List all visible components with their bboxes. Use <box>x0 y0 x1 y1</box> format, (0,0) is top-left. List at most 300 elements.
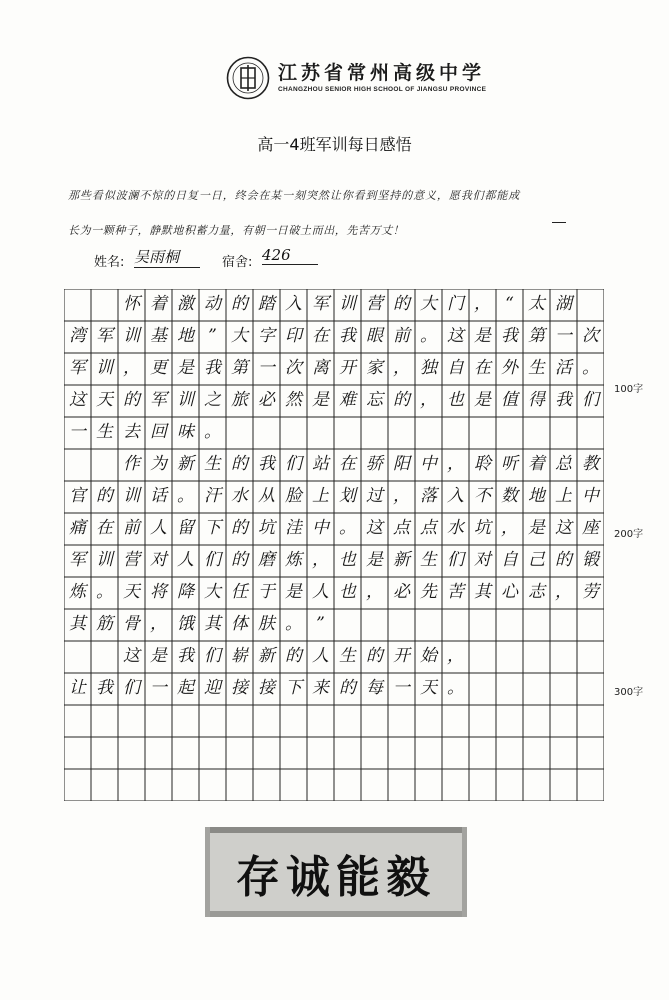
grid-cell: 我 <box>339 326 356 346</box>
grid-cell: 在 <box>96 518 113 538</box>
grid-cell: 们 <box>285 454 302 474</box>
grid-cell: 肤 <box>258 614 275 634</box>
grid-cell <box>442 417 469 449</box>
grid-cell: 一 <box>150 678 167 698</box>
grid-cell: 太 <box>528 294 545 314</box>
grid-cell: ” <box>208 326 217 346</box>
grid-cell <box>226 417 253 449</box>
school-name-cn: 江苏省常州高级中学 <box>278 62 486 84</box>
grid-cell: ， <box>366 582 383 602</box>
grid-cell <box>523 609 550 641</box>
grid-cell: 教 <box>582 454 599 474</box>
grid-cell <box>469 673 496 705</box>
grid-cell: 点 <box>420 518 437 538</box>
grid-cell <box>64 705 91 737</box>
grid-cell <box>388 705 415 737</box>
grid-cell: 下 <box>285 678 302 698</box>
grid-cell: 数 <box>501 486 518 506</box>
grid-cell: 这 <box>123 646 140 666</box>
grid-cell: 于 <box>258 582 275 602</box>
grid-cell <box>442 737 469 769</box>
grid-cell: 是 <box>285 582 302 602</box>
grid-cell <box>469 705 496 737</box>
grid-cell: 是 <box>177 358 194 378</box>
grid-cell <box>226 769 253 801</box>
grid-cell: 志 <box>528 582 545 602</box>
grid-cell <box>334 705 361 737</box>
grid-cell: 一 <box>393 678 410 698</box>
word-count-marker-300: 300字 <box>614 687 644 698</box>
grid-cell: 的 <box>285 646 302 666</box>
grid-cell <box>577 769 604 801</box>
grid-cell <box>334 609 361 641</box>
grid-cell: 的 <box>231 550 248 570</box>
grid-cell: 。 <box>420 326 437 346</box>
grid-cell <box>550 673 577 705</box>
grid-cell: 点 <box>393 518 410 538</box>
grid-cell: 接 <box>231 678 248 698</box>
grid-cell: 每 <box>366 678 383 698</box>
grid-cell: 一 <box>555 326 572 346</box>
grid-cell: “ <box>505 294 514 314</box>
grid-cell <box>388 769 415 801</box>
grid-cell <box>577 737 604 769</box>
grid-cell: 对 <box>474 550 491 570</box>
grid-cell: 。 <box>285 614 302 634</box>
grid-cell <box>334 769 361 801</box>
grid-cell: 次 <box>285 358 302 378</box>
name-value: 吴雨桐 <box>134 246 200 268</box>
grid-cell <box>388 609 415 641</box>
grid-cell: 地 <box>177 326 194 346</box>
grid-cell: 的 <box>123 390 140 410</box>
grid-cell <box>253 705 280 737</box>
grid-cell: 为 <box>150 454 167 474</box>
grid-cell: 外 <box>501 358 518 378</box>
grid-cell <box>64 769 91 801</box>
grid-cell: 军 <box>96 326 113 346</box>
grid-cell: 生 <box>204 454 221 474</box>
grid-cell: 次 <box>582 326 599 346</box>
grid-cell <box>523 769 550 801</box>
grid-cell: 基 <box>150 326 167 346</box>
grid-cell: 的 <box>231 294 248 314</box>
grid-cell: 们 <box>582 390 599 410</box>
grid-cell: 迎 <box>204 678 221 698</box>
grid-cell: 一 <box>69 422 86 442</box>
grid-cell: 忘 <box>366 390 383 410</box>
grid-cell: 是 <box>150 646 167 666</box>
grid-cell <box>334 737 361 769</box>
grid-cell: 着 <box>528 454 545 474</box>
grid-cell: 过 <box>366 486 383 506</box>
grid-cell <box>523 737 550 769</box>
grid-cell <box>118 737 145 769</box>
grid-cell: 天 <box>420 678 437 698</box>
grid-cell <box>415 737 442 769</box>
grid-cell: 始 <box>420 646 437 666</box>
word-count-marker-200: 200字 <box>614 529 644 540</box>
grid-cell <box>388 737 415 769</box>
grid-cell <box>577 609 604 641</box>
grid-cell: 开 <box>393 646 410 666</box>
grid-cell: 听 <box>501 454 518 474</box>
grid-cell <box>307 417 334 449</box>
school-header <box>226 52 487 108</box>
grid-cell: 前 <box>123 518 140 538</box>
grid-cell <box>415 705 442 737</box>
grid-cell: 起 <box>177 678 194 698</box>
grid-cell: 接 <box>258 678 275 698</box>
grid-cell: 聆 <box>474 454 491 474</box>
grid-cell: 湾 <box>69 326 86 346</box>
grid-cell: 从 <box>258 486 275 506</box>
grid-cell: 的 <box>393 390 410 410</box>
grid-cell: 们 <box>447 550 464 570</box>
grid-cell: 家 <box>366 358 383 378</box>
grid-cell: 落 <box>420 486 437 506</box>
grid-cell: 劳 <box>582 582 599 602</box>
grid-cell: 值 <box>501 390 518 410</box>
grid-cell: 第 <box>231 358 248 378</box>
grid-cell: 生 <box>339 646 356 666</box>
grid-cell <box>91 769 118 801</box>
grid-cell: 踏 <box>258 294 275 314</box>
grid-cell: 营 <box>123 550 140 570</box>
grid-cell: 人 <box>177 550 194 570</box>
grid-cell: 军 <box>69 358 86 378</box>
grid-cell <box>280 769 307 801</box>
grid-cell: 先 <box>420 582 437 602</box>
grid-cell: 脸 <box>285 486 302 506</box>
grid-cell: 其 <box>204 614 221 634</box>
grid-cell: 我 <box>501 326 518 346</box>
grid-cell: 新 <box>258 646 275 666</box>
grid-cell: 新 <box>393 550 410 570</box>
grid-cell: 对 <box>150 550 167 570</box>
grid-cell: 训 <box>123 486 140 506</box>
grid-cell: 生 <box>420 550 437 570</box>
grid-cell <box>253 769 280 801</box>
grid-cell <box>496 737 523 769</box>
grid-cell: 坑 <box>258 518 275 538</box>
grid-cell: 我 <box>204 358 221 378</box>
grid-cell: 筋 <box>96 614 113 634</box>
grid-cell <box>415 609 442 641</box>
grid-cell: 大 <box>204 582 221 602</box>
grid-cell: 洼 <box>285 518 302 538</box>
grid-cell <box>577 417 604 449</box>
grid-cell: 是 <box>312 390 329 410</box>
grid-cell: 在 <box>474 358 491 378</box>
grid-cell: 中 <box>582 486 599 506</box>
grid-cell <box>253 417 280 449</box>
grid-cell <box>469 641 496 673</box>
intro-line-2: 长为一颗种子，静默地积蓄力量，有朝一日破土而出，先苦万丈！ <box>68 224 405 237</box>
grid-cell <box>361 705 388 737</box>
grid-cell: 这 <box>366 518 383 538</box>
grid-cell: 之 <box>204 390 221 410</box>
grid-cell <box>469 609 496 641</box>
grid-cell: 们 <box>204 550 221 570</box>
grid-cell: 。 <box>447 678 464 698</box>
grid-cell: 的 <box>231 518 248 538</box>
grid-cell: 坑 <box>474 518 491 538</box>
grid-cell: 一 <box>258 358 275 378</box>
grid-cell: 人 <box>312 646 329 666</box>
grid-cell: ， <box>150 614 167 634</box>
grid-cell <box>199 769 226 801</box>
grid-cell: 营 <box>366 294 383 314</box>
grid-cell: ” <box>316 614 325 634</box>
grid-cell: 激 <box>177 294 194 314</box>
grid-cell: 水 <box>447 518 464 538</box>
grid-cell: 我 <box>258 454 275 474</box>
grid-cell: 在 <box>312 326 329 346</box>
grid-cell: 的 <box>555 550 572 570</box>
grid-cell: 字 <box>258 326 275 346</box>
grid-cell: 去 <box>123 422 140 442</box>
grid-cell: 总 <box>555 454 572 474</box>
grid-cell <box>577 641 604 673</box>
grid-cell: 军 <box>150 390 167 410</box>
grid-cell: ， <box>447 454 464 474</box>
grid-cell: 。 <box>204 422 221 442</box>
grid-cell <box>64 641 91 673</box>
grid-cell: 其 <box>474 582 491 602</box>
grid-cell: 必 <box>258 390 275 410</box>
grid-cell: 骄 <box>366 454 383 474</box>
grid-cell: 是 <box>474 326 491 346</box>
grid-cell <box>469 769 496 801</box>
grid-cell: 苦 <box>447 582 464 602</box>
grid-cell <box>307 769 334 801</box>
grid-cell <box>442 769 469 801</box>
grid-cell <box>307 737 334 769</box>
grid-cell: 官 <box>69 486 86 506</box>
grid-cell: 体 <box>231 614 248 634</box>
grid-cell: 中 <box>420 454 437 474</box>
grid-cell <box>64 449 91 481</box>
grid-cell: ， <box>393 486 410 506</box>
grid-cell: 眼 <box>366 326 383 346</box>
grid-cell <box>280 737 307 769</box>
grid-cell: 任 <box>231 582 248 602</box>
grid-cell: 心 <box>501 582 518 602</box>
grid-cell <box>550 769 577 801</box>
grid-cell: 天 <box>96 390 113 410</box>
grid-cell: 难 <box>339 390 356 410</box>
grid-cell: 我 <box>555 390 572 410</box>
grid-cell: 崭 <box>231 646 248 666</box>
grid-cell: 离 <box>312 358 329 378</box>
grid-cell <box>361 609 388 641</box>
grid-cell: 这 <box>447 326 464 346</box>
grid-cell: 站 <box>312 454 329 474</box>
school-seal-icon <box>226 56 270 100</box>
grid-cell: 。 <box>177 486 194 506</box>
grid-cell: 磨 <box>258 550 275 570</box>
grid-cell <box>253 737 280 769</box>
grid-cell <box>145 705 172 737</box>
grid-cell: 也 <box>339 582 356 602</box>
grid-cell: 的 <box>339 678 356 698</box>
grid-cell: 训 <box>339 294 356 314</box>
grid-cell <box>388 417 415 449</box>
grid-cell: 训 <box>96 358 113 378</box>
grid-cell: 地 <box>528 486 545 506</box>
grid-cell <box>199 737 226 769</box>
grid-cell: 生 <box>96 422 113 442</box>
grid-cell <box>280 705 307 737</box>
grid-cell: 骨 <box>123 614 140 634</box>
grid-cell <box>442 609 469 641</box>
grid-cell: 门 <box>447 294 464 314</box>
grid-cell <box>307 705 334 737</box>
grid-cell: 我 <box>177 646 194 666</box>
word-count-marker-100: 100字 <box>614 384 644 395</box>
grid-cell: 新 <box>177 454 194 474</box>
school-name-en: CHANGZHOU SENIOR HIGH SCHOOL OF JIANGSU PROVINCE <box>278 86 487 93</box>
grid-cell: 得 <box>528 390 545 410</box>
grid-cell <box>496 673 523 705</box>
grid-cell <box>361 737 388 769</box>
grid-cell: 人 <box>150 518 167 538</box>
grid-cell: 军 <box>69 550 86 570</box>
grid-cell <box>334 417 361 449</box>
grid-cell: 怀 <box>123 294 140 314</box>
grid-cell <box>64 289 91 321</box>
grid-cell: 训 <box>96 550 113 570</box>
grid-cell: ， <box>555 582 572 602</box>
grid-cell <box>415 417 442 449</box>
grid-cell: 大 <box>231 326 248 346</box>
grid-cell: 阳 <box>393 454 410 474</box>
grid-cell: 湖 <box>555 294 572 314</box>
grid-cell: 必 <box>393 582 410 602</box>
grid-cell <box>496 769 523 801</box>
grid-cell: 独 <box>420 358 437 378</box>
grid-cell <box>91 705 118 737</box>
grid-cell: 这 <box>69 390 86 410</box>
motto-banner <box>205 827 467 917</box>
grid-cell: 着 <box>150 294 167 314</box>
pen-stroke-mark <box>552 222 566 223</box>
grid-cell: 我 <box>96 678 113 698</box>
intro-line-1: 那些看似波澜不惊的日复一日，终会在某一刻突然让你看到坚持的意义，愿我们都能成 <box>68 189 521 202</box>
grid-cell: 自 <box>447 358 464 378</box>
grid-cell <box>523 673 550 705</box>
grid-cell: 是 <box>528 518 545 538</box>
grid-cell: 。 <box>339 518 356 538</box>
grid-cell: 的 <box>393 294 410 314</box>
grid-cell: 天 <box>123 582 140 602</box>
grid-cell <box>442 705 469 737</box>
grid-cell <box>172 737 199 769</box>
grid-cell <box>415 769 442 801</box>
grid-cell <box>145 769 172 801</box>
grid-cell: 第 <box>528 326 545 346</box>
motto-text: 存诚能毅 <box>236 852 436 903</box>
grid-cell <box>118 769 145 801</box>
grid-cell <box>91 289 118 321</box>
grid-cell: 前 <box>393 326 410 346</box>
grid-cell <box>118 705 145 737</box>
grid-cell: 炼 <box>285 550 302 570</box>
grid-cell: 座 <box>582 518 599 538</box>
dorm-value: 426 <box>262 246 318 265</box>
grid-cell <box>361 417 388 449</box>
grid-cell: 自 <box>501 550 518 570</box>
grid-cell: 炼 <box>69 582 86 602</box>
grid-cell: ， <box>393 358 410 378</box>
grid-cell: 其 <box>69 614 86 634</box>
grid-cell: ， <box>447 646 464 666</box>
grid-cell: 下 <box>204 518 221 538</box>
grid-cell: 印 <box>285 326 302 346</box>
grid-cell <box>550 705 577 737</box>
grid-cell: 是 <box>474 390 491 410</box>
grid-cell <box>496 417 523 449</box>
grid-cell: 入 <box>447 486 464 506</box>
grid-cell: 降 <box>177 582 194 602</box>
grid-cell <box>172 769 199 801</box>
name-label: 姓名: <box>94 255 125 270</box>
grid-cell: ， <box>312 550 329 570</box>
dorm-label: 宿舍: <box>222 255 253 270</box>
grid-cell: 训 <box>123 326 140 346</box>
grid-cell: 也 <box>339 550 356 570</box>
page-title: 高一4班军训每日感悟 <box>257 135 412 154</box>
grid-cell: 。 <box>96 582 113 602</box>
grid-cell <box>550 737 577 769</box>
essay-grid <box>64 289 604 801</box>
grid-cell: 锻 <box>582 550 599 570</box>
grid-cell: 己 <box>528 550 545 570</box>
grid-cell: 入 <box>285 294 302 314</box>
grid-cell <box>469 737 496 769</box>
grid-cell <box>91 737 118 769</box>
grid-cell: 这 <box>555 518 572 538</box>
grid-cell: 训 <box>177 390 194 410</box>
grid-cell: 生 <box>528 358 545 378</box>
grid-cell: 作 <box>123 454 140 474</box>
grid-cell <box>469 417 496 449</box>
grid-cell <box>64 737 91 769</box>
grid-cell: 更 <box>150 358 167 378</box>
grid-cell: 将 <box>150 582 167 602</box>
grid-cell: ， <box>420 390 437 410</box>
grid-cell <box>226 705 253 737</box>
grid-cell: 然 <box>285 390 302 410</box>
grid-cell <box>550 417 577 449</box>
grid-cell: 话 <box>150 486 167 506</box>
grid-cell: 动 <box>204 294 221 314</box>
grid-cell: 回 <box>150 422 167 442</box>
grid-cell <box>577 705 604 737</box>
grid-cell <box>577 289 604 321</box>
grid-cell: 们 <box>204 646 221 666</box>
grid-cell: 汗 <box>204 486 221 506</box>
grid-cell: 开 <box>339 358 356 378</box>
grid-cell: 上 <box>555 486 572 506</box>
grid-cell: 来 <box>312 678 329 698</box>
grid-cell: 让 <box>69 678 86 698</box>
grid-cell: ， <box>474 294 491 314</box>
grid-cell: 旅 <box>231 390 248 410</box>
grid-cell <box>280 417 307 449</box>
grid-cell: 们 <box>123 678 140 698</box>
